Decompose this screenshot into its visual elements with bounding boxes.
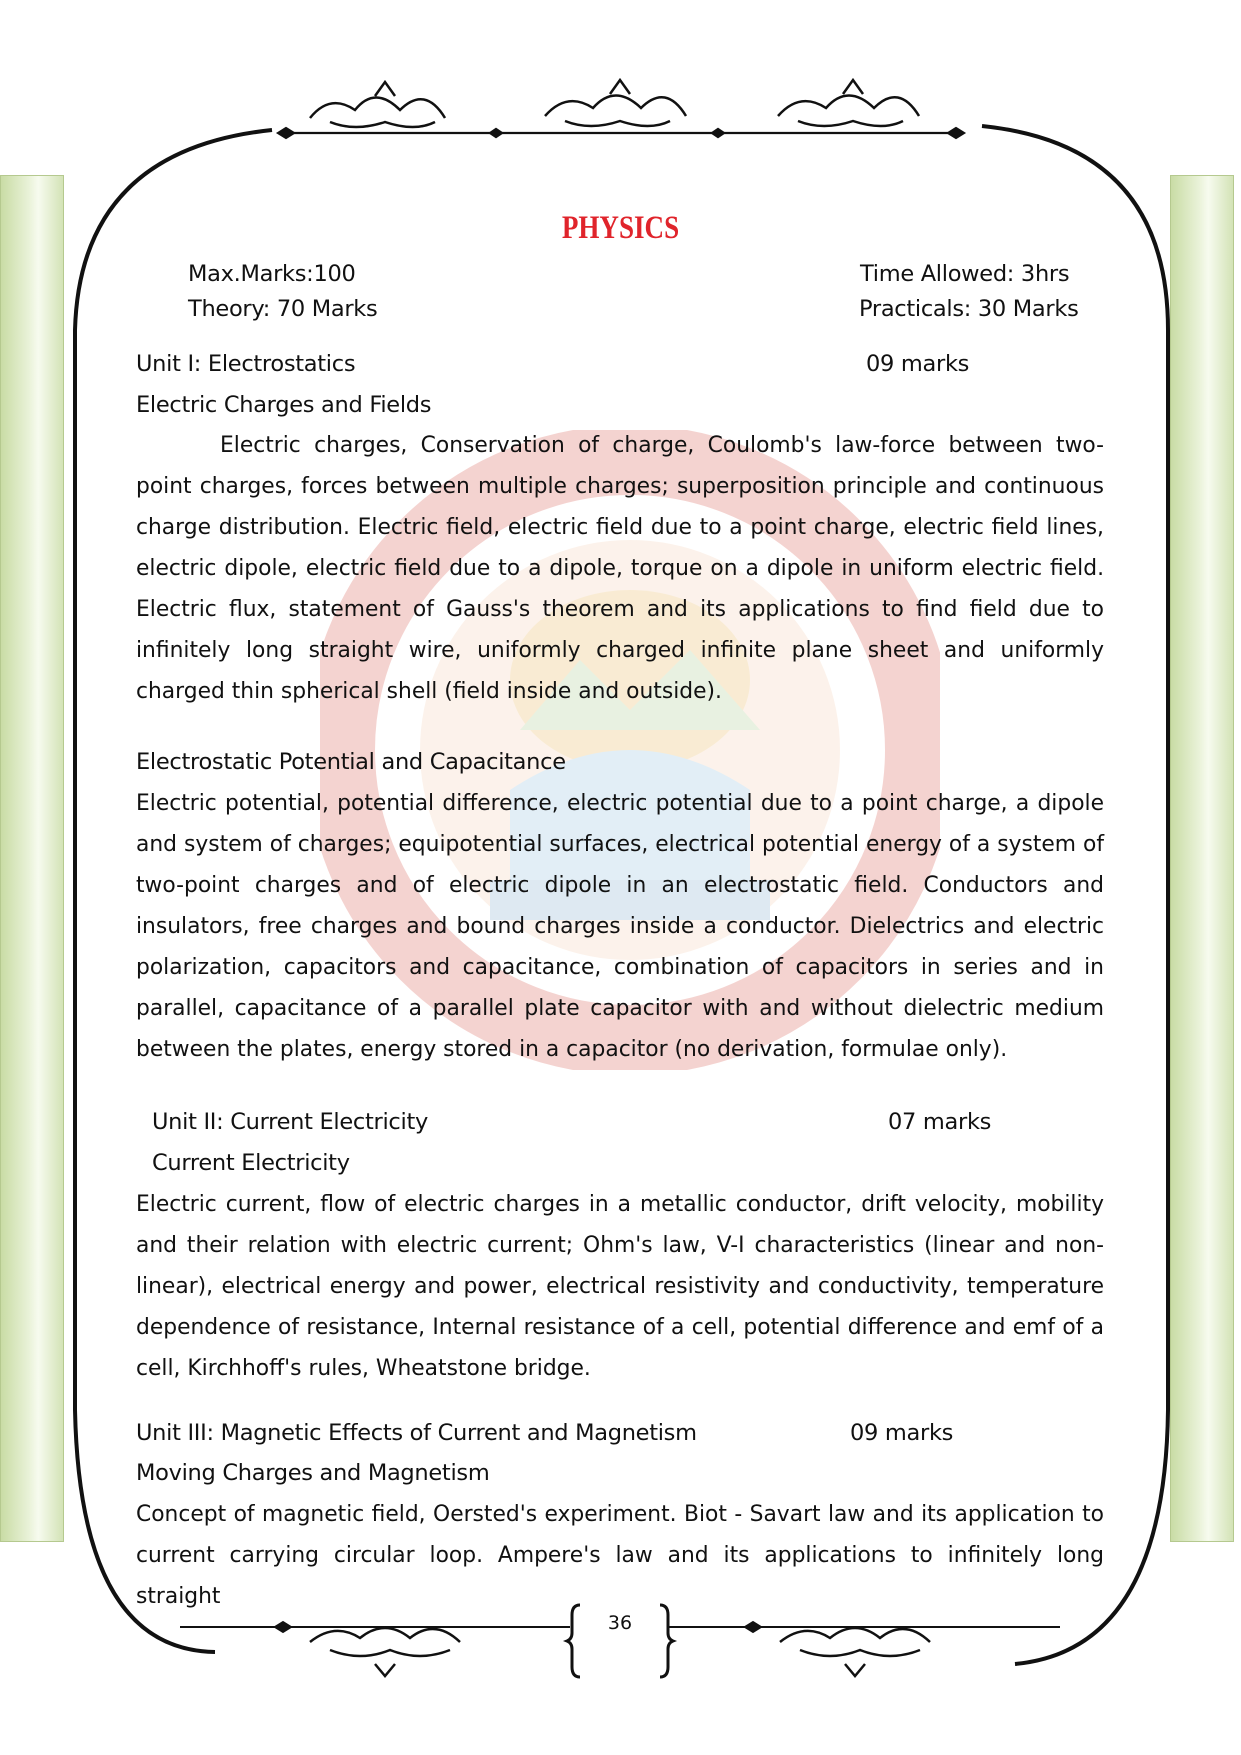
subject-title: PHYSICS [561, 210, 680, 246]
section-heading: Electric Charges and Fields [136, 392, 432, 418]
unit-3-heading: Unit III: Magnetic Effects of Current and Magnetism [136, 1420, 697, 1446]
unit-2-marks: 07 marks [888, 1109, 992, 1135]
unit-1-heading: Unit I: Electrostatics [136, 351, 356, 377]
section-paragraph: Electric current, flow of electric charges in a metallic conductor, drift velocity, mobility and their relation with electric current; Ohm's law, V-I characteristics (linear and non-linear), electrical energy and power, electrical resistivity and conductivity, temperature dependence of resistance, Internal resistance of a cell, potential difference and emf of a cell, Kirchhoff's rules, Wheatstone bridge. [136, 1192, 1104, 1381]
time-allowed: Time Allowed: 3hrs [860, 261, 1070, 287]
section-paragraph: Concept of magnetic field, Oersted's experiment. Biot - Savart law and its application to current carrying circular loop. Ampere's law and its applications to infinitely long straight [136, 1502, 1104, 1609]
unit-3-marks: 09 marks [850, 1420, 954, 1446]
section-heading: Current Electricity [152, 1150, 350, 1176]
top-ornament [278, 80, 964, 138]
practical-marks: Practicals: 30 Marks [859, 296, 1079, 322]
section-paragraph: Electric potential, potential difference, electric potential due to a point charge, a dipole and system of charges; equipotential surfaces, electrical potential energy of a system of two-point charges and of electric dipole in an electrostatic field. Conductors and insulators, free charges and bound charges inside a conductor. Dielectrics and electric polarization, capacitors and capacitance, combination of capacitors in series and in parallel, capacitance of a parallel plate capacitor with and without dielectric medium between the plates, energy stored in a capacitor (no derivation, formulae only). [136, 791, 1104, 1062]
unit-2-heading: Unit II: Current Electricity [152, 1109, 428, 1135]
max-marks: Max.Marks:100 [188, 261, 356, 287]
unit-1-marks: 09 marks [866, 351, 970, 377]
page-number: 36 [607, 1612, 633, 1634]
theory-marks: Theory: 70 Marks [188, 296, 378, 322]
section-heading: Moving Charges and Magnetism [136, 1460, 490, 1486]
section-heading: Electrostatic Potential and Capacitance [136, 749, 566, 775]
section-paragraph: Electric charges, Conservation of charge, Coulomb's law-force between two- point charges, forces between multiple charges; superposition principle and continuous charge distribution. Electric field, electric field due to a point charge, electric field lines, electric dipole, electric field due to a dipole, torque on a dipole in uniform electric field. Electric flux, statement of Gauss's theorem and its applications to find field due to infinitely long straight wire, uniformly charged infinite plane sheet and uniformly charged thin spherical shell (field inside and outside). [136, 433, 1104, 704]
